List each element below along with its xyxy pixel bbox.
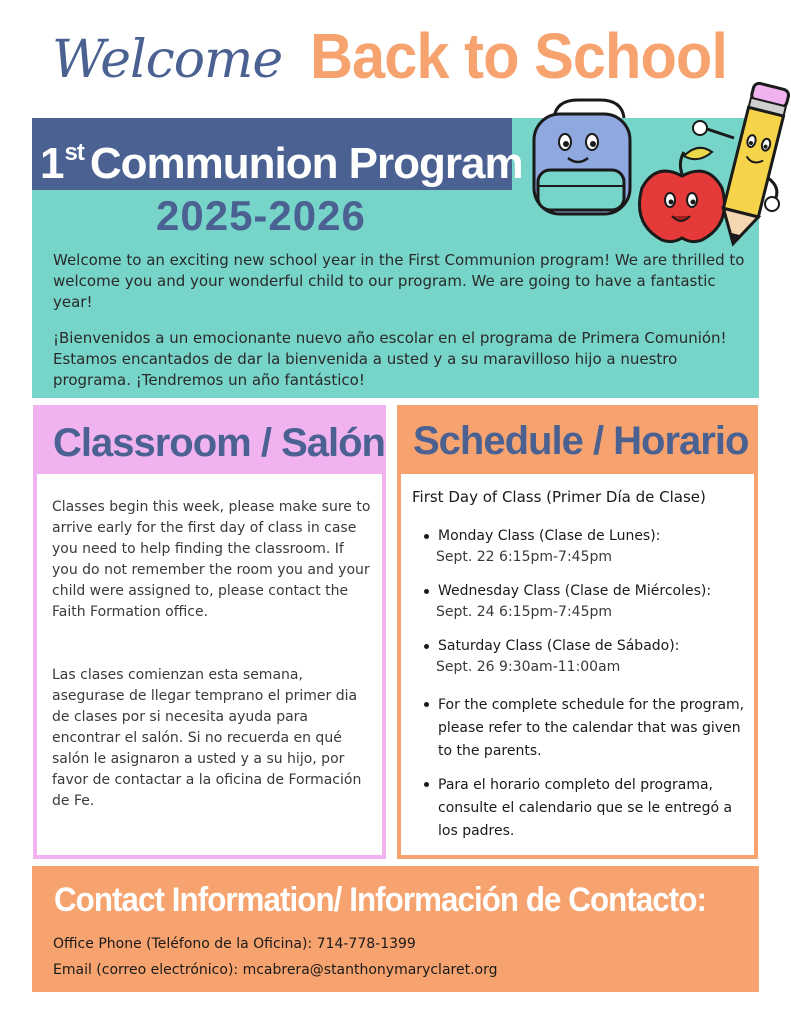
classroom-title: Classroom / Salón — [53, 421, 385, 465]
classroom-text-english: Classes begin this week, please make sure to arrive early for the first day of class in case you need to help finding the classroom. If you do not remember the room you and your child were assigned to, please contact the Faith Formation office. — [52, 499, 371, 620]
contact-phone: Office Phone (Teléfono de la Oficina): 714-778-1399 — [53, 936, 416, 952]
class-time: Sept. 26 9:30am-11:00am — [436, 659, 621, 675]
schedule-list — [420, 526, 750, 843]
class-time: Sept. 24 6:15pm-7:45pm — [436, 604, 613, 620]
schedule-note-english: For the complete schedule for the program, please refer to the calendar that was given to the parents. — [420, 694, 750, 763]
classroom-header — [33, 405, 386, 477]
apple-icon — [640, 148, 725, 242]
schedule-note-spanish: Para el horario completo del programa, consulte el calendario que se le entregó a los padres. — [420, 774, 750, 843]
contact-title: Contact Information/ Información de Contacto: — [54, 881, 706, 919]
schedule-item-monday — [420, 526, 750, 581]
program-title-ordinal: st — [64, 139, 84, 166]
schedule-item-wednesday — [420, 581, 750, 636]
contact-panel — [32, 866, 759, 992]
contact-email: Email (correo electrónico): mcabrera@stanthonymaryclaret.org — [53, 962, 498, 978]
back-to-school-title: Back to School — [310, 20, 727, 92]
schedule-header — [397, 405, 758, 477]
intro-spanish: ¡Bienvenidos a un emocionante nuevo año escolar en el programa de Primera Comunión! Estamos encantados de dar la bienvenida a usted y a su maravilloso hijo a nuestro programa. ¡Tendremos un año fantástico! — [53, 329, 727, 389]
schedule-title: Schedule / Horario — [413, 419, 749, 463]
classroom-text-spanish: Las clases comienzan esta semana, asegurase de llegar temprano el primer dia de clases por si necesita ayuda para encontrar el salón. Si no recuerda en qué salón le asignaron a usted y a su hijo, por favor de contactar a la oficina de Formación de Fe. — [52, 667, 362, 809]
class-time: Sept. 22 6:15pm-7:45pm — [436, 549, 613, 565]
program-year: 2025-2026 — [156, 192, 366, 239]
class-name: Saturday Class (Clase de Sábado): — [438, 638, 680, 654]
program-title-number: 1 — [40, 139, 64, 188]
backpack-icon — [534, 100, 630, 214]
class-name: Wednesday Class (Clase de Miércoles): — [438, 583, 712, 599]
classroom-text — [52, 497, 374, 812]
program-title-text: Communion Program — [89, 139, 523, 188]
welcome-heading: Welcome — [52, 30, 283, 90]
program-intro — [53, 250, 753, 391]
first-day-heading: First Day of Class (Primer Día de Clase) — [412, 488, 706, 506]
school-illustrations — [520, 78, 790, 250]
class-name: Monday Class (Clase de Lunes): — [438, 528, 661, 544]
program-title-banner — [32, 118, 523, 190]
schedule-item-saturday — [420, 636, 750, 691]
intro-english: Welcome to an exciting new school year in the First Communion program! We are thrilled to welcome you and your wonderful child to our program. We are going to have a fantastic year! — [53, 251, 745, 311]
